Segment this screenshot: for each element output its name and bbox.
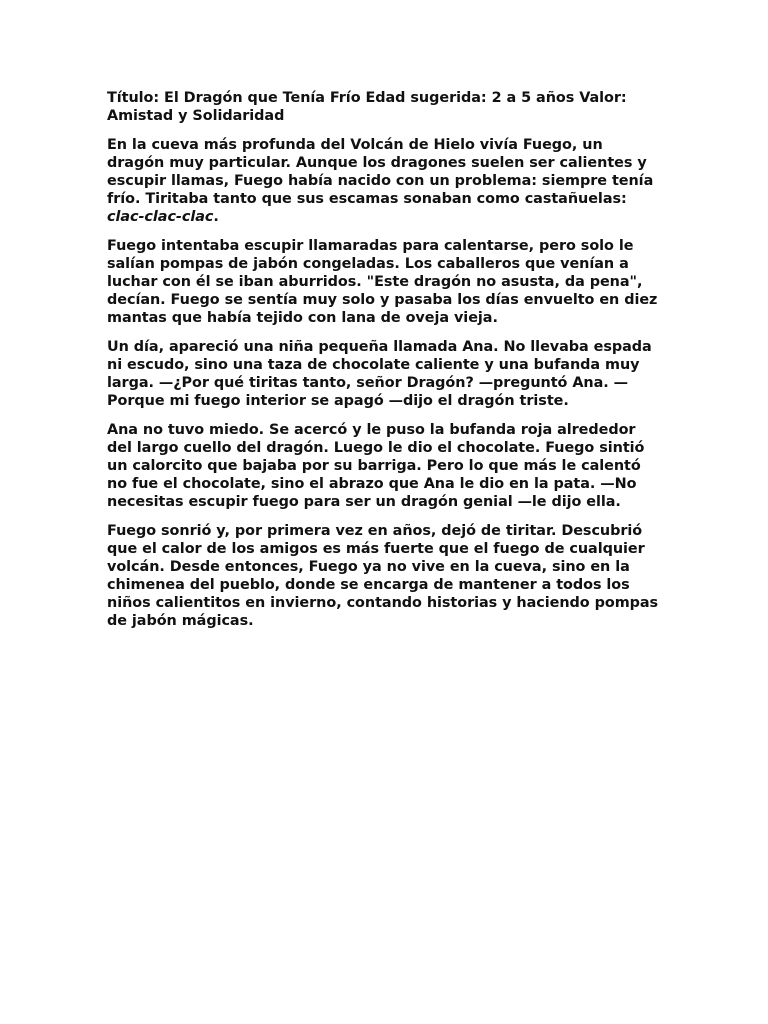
- paragraph-4: Ana no tuvo miedo. Se acercó y le puso la bufanda roja alrededor del largo cuello del dragón. Luego le dio el chocolate. Fuego sintió un calorcito que bajaba por su barriga. Pero lo que más le calentó no fue el chocolate, sino el abrazo que Ana le dio en la pata. —No necesitas escupir fuego para ser un dragón genial —le dijo ella.: [107, 422, 645, 510]
- paragraph-3: Un día, apareció una niña pequeña llamada Ana. No llevaba espada ni escudo, sino una taza de chocolate caliente y una bufanda muy larga. —¿Por qué tiritas tanto, señor Dragón? —preguntó Ana. —Porque mi fuego interior se apagó —dijo el dragón triste.: [107, 339, 652, 409]
- paragraph-1: [107, 136, 663, 226]
- document-body: [107, 89, 663, 641]
- onomatopoeia: clac-clac-clac: [107, 209, 214, 225]
- paragraph-1-text: En la cueva más profunda del Volcán de Hielo vivía Fuego, un dragón muy particular. Aunque los dragones suelen ser calientes y escupir llamas, Fuego había nacido con un problema: siempre tenía frío. Tiritaba tanto que sus escamas sonaban como castañuelas:: [107, 137, 654, 207]
- paragraph-1-end: .: [213, 209, 219, 225]
- story-header: Título: El Dragón que Tenía Frío Edad sugerida: 2 a 5 años Valor: Amistad y Solidaridad: [107, 90, 627, 124]
- paragraph-2: Fuego intentaba escupir llamaradas para calentarse, pero solo le salían pompas de jabón congeladas. Los caballeros que venían a luchar con él se iban aburridos. "Este dragón no asusta, da pena", decían. Fuego se sentía muy solo y pasaba los días envuelto en diez mantas que había tejido con lana de oveja vieja.: [107, 238, 658, 326]
- paragraph-5: Fuego sonrió y, por primera vez en años, dejó de tiritar. Descubrió que el calor de los amigos es más fuerte que el fuego de cualquier volcán. Desde entonces, Fuego ya no vive en la cueva, sino en la chimenea del pueblo, donde se encarga de mantener a todos los niños calientitos en invierno, contando historias y haciendo pompas de jabón mágicas.: [107, 523, 659, 629]
